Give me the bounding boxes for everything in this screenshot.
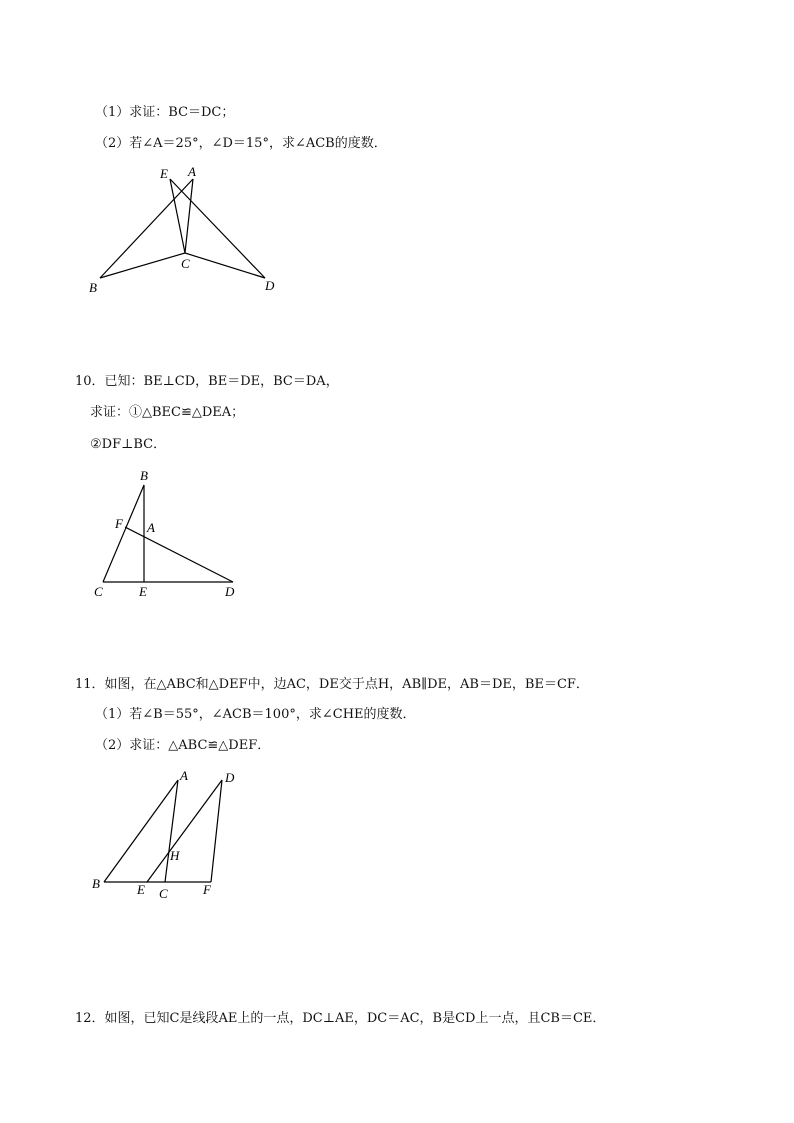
segment-ED: [147, 780, 222, 882]
label-H: H: [170, 848, 180, 863]
segment-AC: [185, 179, 193, 253]
q10-proof1: 求证：①△BEC≌△DEA；: [90, 405, 245, 420]
segment-FD: [125, 527, 233, 582]
label-B: B: [89, 280, 97, 295]
figure-q11: [0, 760, 794, 910]
label-E: E: [160, 166, 168, 181]
label-A: A: [188, 164, 196, 179]
q9-part2: （2）若∠A＝25°，∠D＝15°，求∠ACB的度数．: [95, 136, 387, 151]
segment-BA: [100, 179, 193, 278]
label-A: A: [180, 768, 188, 783]
q12-stem: 12．如图，已知C是线段AE上的一点，DC⊥AE，DC＝AC，B是CD上一点，且CB＝CE．: [75, 1011, 606, 1026]
segment-DF: [211, 780, 222, 882]
label-D: D: [225, 770, 235, 785]
figure-q10: [0, 460, 794, 610]
segment-BC: [100, 253, 185, 278]
label-F: F: [115, 516, 123, 531]
label-C: C: [159, 886, 168, 901]
q9-part1: （1）求证：BC＝DC；: [95, 105, 235, 120]
figure-q9: [0, 0, 794, 310]
label-C: C: [94, 584, 103, 599]
q10-stem: 10．已知：BE⊥CD，BE＝DE，BC＝DA，: [75, 374, 339, 389]
label-E: E: [137, 882, 145, 897]
label-B: B: [140, 468, 148, 483]
label-A: A: [147, 520, 155, 535]
label-D: D: [225, 584, 235, 599]
q11-part1: （1）若∠B＝55°，∠ACB＝100°，求∠CHE的度数．: [95, 707, 416, 722]
label-B: B: [92, 876, 100, 891]
label-E: E: [139, 584, 147, 599]
q11-stem: 11．如图，在△ABC和△DEF中，边AC，DE交于点H，AB∥DE，AB＝DE，BE＝CF．: [75, 677, 589, 692]
q11-part2: （2）求证：△ABC≌△DEF．: [95, 738, 271, 753]
label-C: C: [181, 256, 190, 271]
q10-proof2: ②DF⊥BC．: [90, 437, 167, 452]
label-F: F: [203, 882, 211, 897]
label-D: D: [265, 278, 275, 293]
